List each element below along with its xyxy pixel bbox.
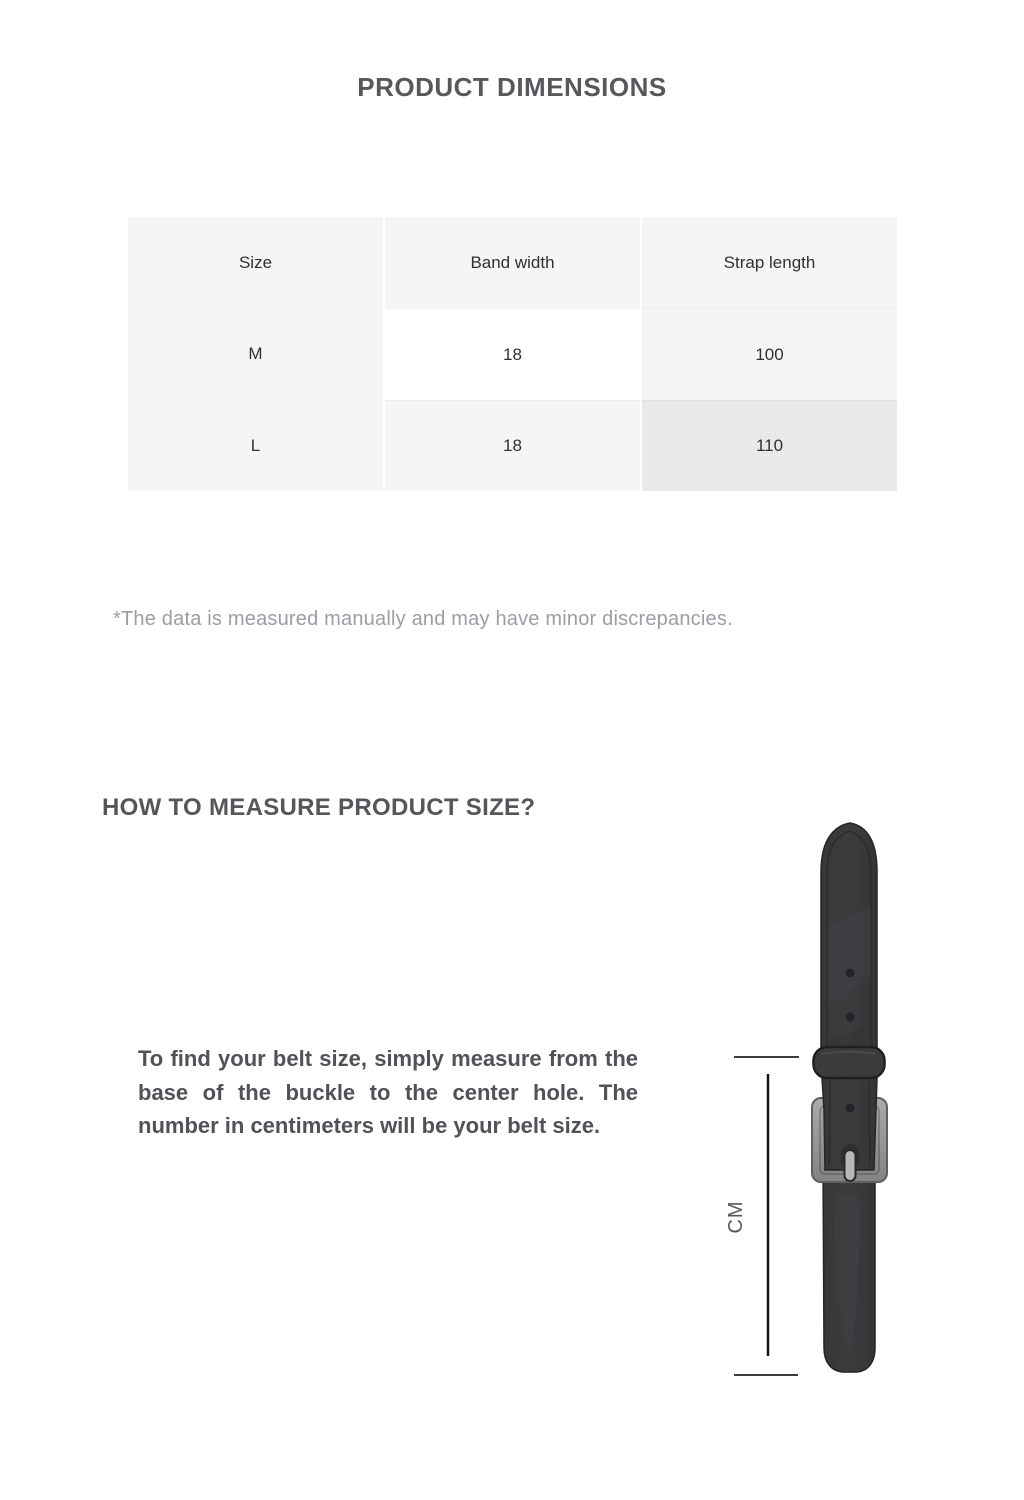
- table-header-band-width: Band width: [385, 217, 640, 308]
- belt-stitch-buckle-left: [829, 1082, 830, 1166]
- table-cell-strap-length-l: 110: [642, 400, 897, 491]
- belt-hole-1: [846, 969, 855, 978]
- table-cell-band-width-m: 18: [385, 308, 640, 400]
- belt-prong: [845, 1150, 856, 1181]
- table-cell-strap-length-m: 100: [642, 308, 897, 400]
- belt-illustration: [700, 810, 1024, 1400]
- page-title: PRODUCT DIMENSIONS: [357, 72, 667, 102]
- size-table: [128, 217, 897, 491]
- table-cell-band-width-l: 18: [385, 400, 640, 491]
- table-cell-size-m: M: [128, 308, 383, 400]
- belt-stitch-buckle-right: [869, 1082, 870, 1166]
- table-header-strap-length: Strap length: [642, 217, 897, 308]
- how-to-measure-heading: HOW TO MEASURE PRODUCT SIZE?: [102, 794, 536, 821]
- how-to-measure-paragraph: To find your belt size, simply measure from the base of the buckle to the center hole. The number in centimeters will be your belt size.: [138, 1046, 638, 1139]
- measurement-disclaimer-note: *The data is measured manually and may have minor discrepancies.: [113, 608, 733, 630]
- cm-unit-label: CM: [725, 1200, 747, 1234]
- belt-hole-3: [846, 1104, 855, 1113]
- table-cell-size-l: L: [128, 400, 383, 491]
- table-header-size: Size: [128, 217, 383, 308]
- belt-hole-2: [846, 1013, 855, 1022]
